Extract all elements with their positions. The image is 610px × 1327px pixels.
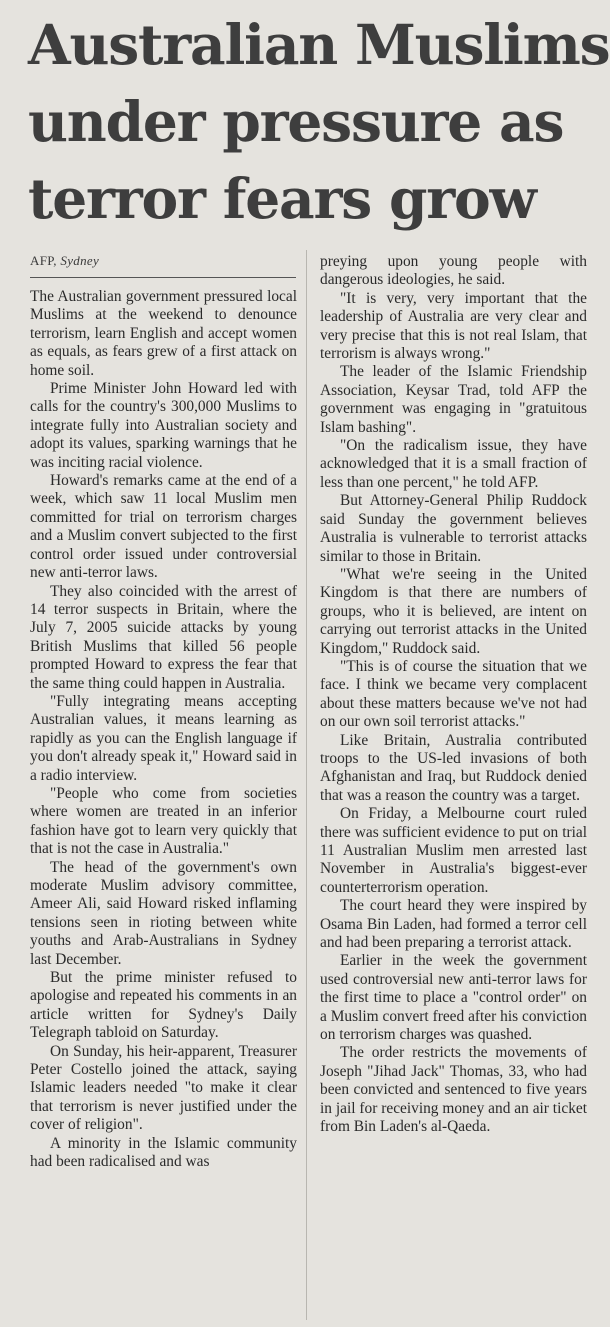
article-paragraph: They also coincided with the arrest of 14 terror suspects in Britain, where the July 7, 2005 suicide attacks by young British Muslims that killed 56 people prompted Howard to express the fear that the same thing could happen in Australia.	[30, 582, 297, 692]
headline-line: under pressure as	[28, 89, 564, 154]
article-paragraph: The order restricts the movements of Joseph "Jihad Jack" Thomas, 33, who had been convicted and sentenced to five years in jail for receiving money and an air ticket from Bin Laden's al-Qaeda.	[320, 1044, 587, 1136]
article-paragraph: Like Britain, Australia contributed troops to the US-led invasions of both Afghanistan and Iraq, but Ruddock denied that was a reason the country was a target.	[320, 731, 587, 804]
article-paragraph: The leader of the Islamic Friendship Association, Keysar Trad, told AFP the government was engaging in "gratuitous Islam bashing".	[320, 363, 587, 436]
article-paragraph: preying upon young people with dangerous ideologies, he said.	[320, 253, 587, 289]
article-paragraph: "Fully integrating means accepting Australian values, it means learning as rapidly as you can the English language if you don't already speak it," Howard said in a radio interview.	[30, 692, 297, 784]
article-paragraph: But the prime minister refused to apologise and repeated his comments in an article written for Sydney's Daily Telegraph tabloid on Saturday.	[30, 969, 297, 1042]
article-paragraph: The court heard they were inspired by Osama Bin Laden, had formed a terror cell and had been preparing a terrorist attack.	[320, 897, 587, 952]
byline	[30, 253, 99, 269]
article-paragraph: On Friday, a Melbourne court ruled there was sufficient evidence to put on trial 11 Australian Muslim men arrested last November in Australia's biggest-ever counterterrorism operation.	[320, 805, 587, 896]
article-paragraph: The head of the government's own moderate Muslim advisory committee, Ameer Ali, said Howard risked inflaming tensions seen in rioting between white youths and Arab-Australians in Sydney last December.	[30, 858, 297, 968]
article-paragraph: "People who come from societies where women are treated in an inferior fashion have got to learn very quickly that that is not the case in Australia."	[30, 784, 297, 858]
byline-agency: AFP,	[30, 253, 57, 268]
article-paragraph: The Australian government pressured local Muslims at the weekend to denounce terrorism, learn English and accept women as equals, as fears grew of a first attack on home soil.	[30, 288, 297, 379]
article-paragraph: A minority in the Islamic community had been radicalised and was	[30, 1134, 297, 1171]
byline-rule	[30, 277, 296, 278]
article-column-right	[320, 253, 587, 1137]
column-divider	[306, 250, 307, 1320]
headline-line: terror fears grow	[28, 166, 536, 231]
headline-line: Australian Muslims	[28, 12, 610, 77]
article-paragraph: "This is of course the situation that we face. I think we became very complacent about these matters because we've not had on our own soil terrorist attacks."	[320, 657, 587, 731]
article-paragraph: "What we're seeing in the United Kingdom is that there are numbers of groups, who it is believed, are intent on carrying out terrorist attacks in the United Kingdom," Ruddock said.	[320, 565, 587, 657]
article-paragraph: Prime Minister John Howard led with calls for the country's 300,000 Muslims to integrate fully into Australian society and adopt its values, sparking warnings that he was inciting racial violence.	[30, 380, 297, 471]
article-paragraph: Earlier in the week the government used controversial new anti-terror laws for the first time to place a "control order" on a Muslim convert freed after his conviction on terrorism charges was quashed.	[320, 952, 587, 1044]
article-column-left	[30, 288, 297, 1172]
byline-location: Sydney	[60, 253, 100, 268]
article-paragraph: "On the radicalism issue, they have acknowledged that it is a small fraction of less than one percent," he told AFP.	[320, 437, 587, 491]
article-paragraph: On Sunday, his heir-apparent, Treasurer Peter Costello joined the attack, saying Islamic leaders needed "to make it clear that terrorism is never justified under the cover of religion".	[30, 1042, 297, 1134]
article-paragraph: But Attorney-General Philip Ruddock said Sunday the government believes Australia is vulnerable to terrorist attacks similar to those in Britain.	[320, 492, 587, 565]
article-paragraph: "It is very, very important that the leadership of Australia are very clear and very precise that this is not real Islam, that terrorism is always wrong."	[320, 289, 587, 363]
headline	[28, 6, 610, 237]
article-paragraph: Howard's remarks came at the end of a week, which saw 11 local Muslim men committed for trial on terrorism charges and a Muslim convert subjected to the first control order issued under controversial new anti-terror laws.	[30, 472, 297, 582]
